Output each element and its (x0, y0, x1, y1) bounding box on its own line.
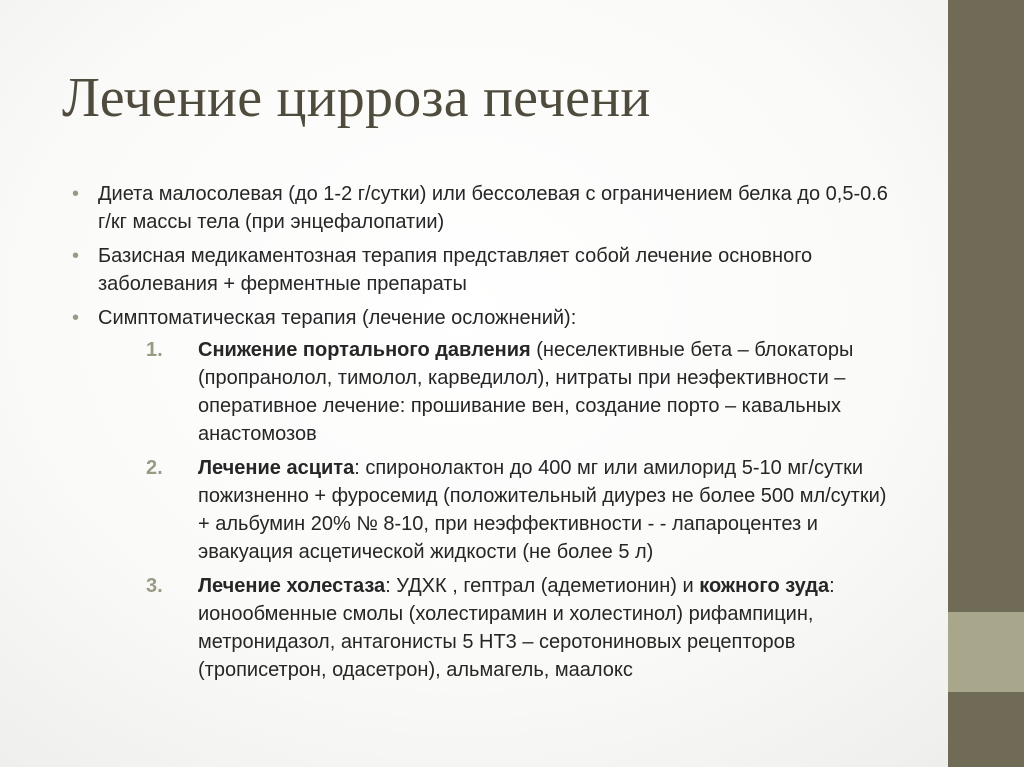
bullet-text: Диета малосолевая (до 1-2 г/сутки) или бессолевая с ограничением белка до 0,5-0.6 г/кг массы тела (при энцефалопатии) (98, 183, 888, 233)
number-marker: 3. (146, 575, 163, 597)
item-text: : спиронолактон до 400 мг или амилорид 5-10 мг/сутки пожизненно + фуросемид (положительный диурез не более 500 мл/сутки) + альбумин 20% № 8-10, при неэффективности - - лапароцентез и эвакуация асцетической жидкости (не более 5 л) (198, 457, 887, 563)
number-marker: 2. (146, 457, 163, 479)
bullet-marker: • (72, 307, 80, 329)
slide-content (72, 180, 902, 690)
bullet-item-symptomatic-therapy (72, 304, 902, 684)
number-marker: 1. (146, 339, 163, 361)
bullet-item-diet (72, 180, 902, 236)
numbered-list (98, 336, 902, 684)
side-decor-accent (948, 612, 1024, 692)
item-text: (неселективные бета – блокаторы (пропранолол, тимолол, карведилол), нитраты при неэфективности – оперативное лечение: прошивание вен, создание порто – кавальных анастомозов (198, 339, 854, 445)
numbered-item-portal-pressure (98, 336, 902, 448)
item-text-2: : ионообменные смолы (холестирамин и холестинол) рифампицин, метронидазол, антагонисты 5 НТ3 – серотониновых рецепторов (трописетрон, одасетрон), альмагель, маалокс (198, 575, 835, 681)
item-heading: Снижение портального давления (198, 339, 531, 361)
bullet-marker: • (72, 183, 80, 205)
bullet-list (72, 180, 902, 684)
bullet-text: Симптоматическая терапия (лечение осложнений): (98, 307, 577, 329)
slide-title: Лечение цирроза печени (62, 67, 651, 129)
item-heading: Лечение холестаза (198, 575, 386, 597)
item-heading-2: кожного зуда (699, 575, 830, 597)
bullet-marker: • (72, 245, 80, 267)
bullet-text: Базисная медикаментозная терапия представляет собой лечение основного заболевания + ферментные препараты (98, 245, 813, 295)
bullet-item-basic-therapy (72, 242, 902, 298)
item-heading: Лечение асцита (198, 457, 355, 479)
item-text: : УДХК , гептрал (адеметионин) и (385, 575, 700, 597)
numbered-item-cholestasis (98, 572, 902, 684)
numbered-item-ascites (98, 454, 902, 566)
